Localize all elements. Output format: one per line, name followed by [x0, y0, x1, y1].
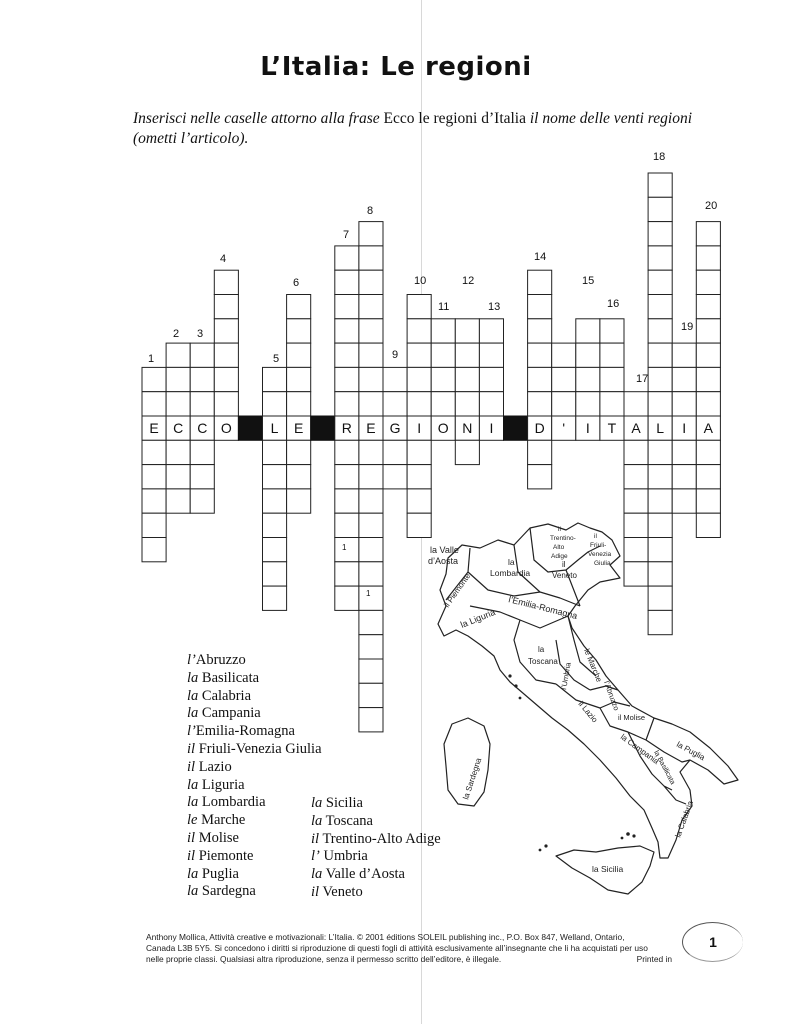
crossword-cell: [624, 440, 648, 464]
phrase-letter[interactable]: A: [631, 420, 641, 436]
crossword-cell: [166, 440, 190, 464]
crossword-cell: [359, 708, 383, 732]
map-label-lombardia: la Lombardia: [490, 557, 531, 578]
crossword-cell: [407, 343, 431, 367]
crossword-cell: [383, 392, 407, 416]
crossword-cell: [431, 319, 455, 343]
phrase-letter[interactable]: A: [703, 420, 714, 436]
crossword-cell: [696, 513, 720, 537]
crossword-cell: [166, 343, 190, 367]
crossword-cell: [214, 367, 238, 391]
list-item: il Piemonte: [187, 847, 254, 864]
crossword-cell: [696, 270, 720, 294]
map-label-calabria: la Calabria: [673, 799, 695, 839]
crossword-cell: [696, 295, 720, 319]
crossword-cell: [407, 465, 431, 489]
map-label-friuli: il Friuli- Venezia Giulia: [588, 533, 612, 567]
map-label-veneto: il Veneto: [552, 560, 577, 580]
crossword-cell: [528, 465, 552, 489]
crossword-cell: [214, 295, 238, 319]
crossword-cell: [431, 343, 455, 367]
crossword-cell: [624, 392, 648, 416]
list-item: la Valle d’Aosta: [311, 866, 405, 883]
list-item: la Lombardia: [187, 794, 266, 811]
crossword-cell: [672, 489, 696, 513]
crossword-cell: [648, 610, 672, 634]
crossword-cell: [359, 270, 383, 294]
crossword-cell: [576, 392, 600, 416]
crossword-cell: [359, 659, 383, 683]
map-label-marche: le Marche: [582, 647, 604, 684]
crossword-cell: [263, 513, 287, 537]
map-label-piemonte: il Piemonte: [442, 571, 473, 610]
phrase-letter[interactable]: I: [682, 420, 687, 436]
list-item: il Trentino-Alto Adige: [311, 830, 441, 847]
crossword-cell: [335, 367, 359, 391]
crossword-cell: [528, 319, 552, 343]
phrase-letter[interactable]: L: [270, 420, 279, 436]
crossword-cell: [407, 295, 431, 319]
crossword-cell: [166, 489, 190, 513]
cell-mark[interactable]: 1: [366, 589, 371, 598]
crossword-cell: [359, 538, 383, 562]
crossword-cell: [287, 440, 311, 464]
crossword-cell: [166, 367, 190, 391]
crossword-cell: [263, 367, 287, 391]
clue-number-1[interactable]: 1: [148, 353, 155, 365]
crossword-cell: [672, 367, 696, 391]
crossword-cell: [576, 319, 600, 343]
crossword-cell: [142, 392, 166, 416]
footer-line-3: nelle proprie classi. Qualsiasi altra riproduzione, senza il permesso scritto dell’editore, è illegale.: [146, 954, 502, 964]
clue-number-8[interactable]: 8: [367, 205, 374, 217]
cell-mark[interactable]: 1: [342, 543, 347, 552]
map-label-trentino: il Trentino- Alto Adige: [550, 526, 576, 560]
crossword-cell: [359, 562, 383, 586]
crossword-cell: [648, 465, 672, 489]
crossword-cell: [142, 538, 166, 562]
crossword-cell: [479, 343, 503, 367]
crossword-cell: [190, 440, 214, 464]
crossword-cell: [383, 367, 407, 391]
crossword-cell: [335, 440, 359, 464]
phrase-letter[interactable]: N: [462, 420, 473, 436]
black-square: [311, 416, 335, 440]
crossword-cell: [479, 392, 503, 416]
crossword-cell: [648, 246, 672, 270]
crossword-cell: [672, 440, 696, 464]
crossword-cell: [648, 367, 672, 391]
crossword-cell: [335, 270, 359, 294]
map-label-puglia: la Puglia: [675, 739, 707, 763]
crossword-cell: [696, 367, 720, 391]
footer-copyright: [146, 932, 676, 965]
crossword-cell: [455, 343, 479, 367]
instructions-part1: Inserisci nelle caselle attorno alla frase: [133, 110, 380, 127]
crossword-cell: [359, 610, 383, 634]
crossword-cell: [455, 367, 479, 391]
list-item: la Liguria: [187, 776, 245, 793]
map-label-molise: il Molise: [618, 713, 646, 722]
crossword-cell: [648, 440, 672, 464]
word-list-col2: [311, 795, 441, 902]
crossword-cell: [407, 392, 431, 416]
phrase-letter[interactable]: C: [197, 420, 208, 436]
crossword-cell: [359, 586, 383, 610]
crossword-cell: [287, 465, 311, 489]
crossword-cell: [648, 343, 672, 367]
crossword-cell: [455, 319, 479, 343]
crossword-cell: [528, 367, 552, 391]
clue-number-14[interactable]: 14: [534, 251, 547, 263]
crossword-cell: [335, 465, 359, 489]
crossword-cell: [263, 562, 287, 586]
crossword-cell: [455, 440, 479, 464]
crossword-cell: [383, 465, 407, 489]
map-label-umbria: l’Umbria: [559, 661, 573, 691]
clue-number-15[interactable]: 15: [582, 275, 595, 287]
phrase-letter[interactable]: I: [489, 420, 494, 436]
crossword-cell: [287, 367, 311, 391]
crossword-cell: [696, 343, 720, 367]
crossword-cell: [552, 367, 576, 391]
crossword-cell: [214, 270, 238, 294]
black-square: [238, 416, 262, 440]
list-item: la Puglia: [187, 865, 239, 882]
crossword-cell: [648, 270, 672, 294]
crossword-cell: [190, 392, 214, 416]
crossword-cell: [335, 319, 359, 343]
page-title: L’Italia: Le regioni: [260, 52, 532, 82]
crossword-cell: [528, 270, 552, 294]
phrase-letter[interactable]: T: [607, 420, 617, 436]
phrase-letter[interactable]: ': [562, 420, 566, 436]
list-item: la Toscana: [311, 812, 373, 829]
footer-printed-in: Printed in: [636, 954, 672, 964]
crossword-cell: [648, 197, 672, 221]
crossword-cell: [263, 489, 287, 513]
phrase-letter[interactable]: E: [366, 420, 376, 436]
phrase-letter[interactable]: O: [220, 420, 232, 436]
phrase-letter[interactable]: D: [534, 420, 545, 436]
crossword-cell: [359, 489, 383, 513]
crossword-cell: [528, 343, 552, 367]
instructions-phrase: Ecco le regioni d’Italia: [383, 110, 526, 127]
map-label-liguria: la Liguria: [459, 606, 497, 630]
crossword-cell: [431, 392, 455, 416]
crossword-cell: [359, 440, 383, 464]
crossword-cell: [359, 222, 383, 246]
list-item: l’ Umbria: [311, 848, 368, 865]
map-label-lazio: il Lazio: [576, 699, 600, 725]
crossword-cell: [335, 489, 359, 513]
crossword-cell: [335, 562, 359, 586]
clue-number-3[interactable]: 3: [197, 328, 204, 340]
page-number: 1: [682, 922, 743, 962]
phrase-letter[interactable]: R: [341, 420, 352, 436]
crossword-cell: [335, 295, 359, 319]
instructions-part2: il nome delle venti regioni (ometti l’articolo).: [133, 110, 693, 147]
list-item: il Friuli-Venezia Giulia: [187, 740, 322, 757]
crossword-cell: [190, 367, 214, 391]
phrase-letter[interactable]: O: [437, 420, 449, 436]
crossword-cell: [263, 392, 287, 416]
crossword-cell: [166, 465, 190, 489]
footer-line-1: Anthony Mollica, Attività creative e motivazionali: L’Italia. © 2001 éditions SOLEIL publishing inc., P.O. Box 847, Welland, Ontario,: [146, 932, 625, 942]
crossword-cell: [696, 465, 720, 489]
clue-number-19[interactable]: 19: [681, 321, 694, 333]
map-label-sicilia: la Sicilia: [592, 864, 624, 874]
list-item: la Calabria: [187, 687, 252, 704]
list-item: il Molise: [187, 829, 239, 846]
crossword-cell: [359, 319, 383, 343]
list-item: il Lazio: [187, 758, 232, 775]
phrase-letter[interactable]: I: [417, 420, 422, 436]
crossword-cell: [287, 343, 311, 367]
crossword-cell: [648, 319, 672, 343]
crossword-cell: [383, 440, 407, 464]
crossword-cell: [696, 392, 720, 416]
crossword-cell: [142, 367, 166, 391]
crossword-cell: [624, 489, 648, 513]
crossword-cell: [672, 392, 696, 416]
clue-number-12[interactable]: 12: [462, 275, 475, 287]
clue-number-6[interactable]: 6: [293, 277, 300, 289]
crossword-cell: [142, 465, 166, 489]
crossword-cell: [696, 222, 720, 246]
crossword-cell: [335, 246, 359, 270]
crossword-cell: [600, 319, 624, 343]
phrase-letter[interactable]: G: [389, 420, 401, 436]
crossword-cell: [407, 440, 431, 464]
crossword-cell: [672, 465, 696, 489]
crossword-cell: [359, 367, 383, 391]
crossword-cell: [263, 586, 287, 610]
crossword-cell: [407, 367, 431, 391]
clue-number-20[interactable]: 20: [705, 200, 718, 212]
crossword-cell: [287, 489, 311, 513]
crossword-cell: [287, 392, 311, 416]
map-label-sardegna: la Sardegna: [461, 756, 484, 801]
crossword-cell: [359, 392, 383, 416]
crossword-cell: [335, 586, 359, 610]
crossword-cell: [648, 173, 672, 197]
clue-number-10[interactable]: 10: [414, 275, 427, 287]
phrase-letter[interactable]: E: [149, 420, 159, 436]
list-item: l’Abruzzo: [187, 652, 246, 668]
crossword-cell: [648, 513, 672, 537]
clue-number-2[interactable]: 2: [173, 328, 180, 340]
crossword-cell: [552, 343, 576, 367]
phrase-letter[interactable]: E: [293, 420, 304, 436]
list-item: le Marche: [187, 812, 246, 829]
crossword-cell: [648, 295, 672, 319]
crossword-cell: [359, 513, 383, 537]
clue-number-7[interactable]: 7: [343, 229, 350, 241]
phrase-letter[interactable]: L: [656, 420, 665, 436]
crossword-cell: [142, 440, 166, 464]
crossword-cell: [455, 392, 479, 416]
list-item: la Basilicata: [187, 669, 260, 686]
crossword-cell: [600, 343, 624, 367]
crossword-cell: [576, 367, 600, 391]
crossword-cell: [648, 562, 672, 586]
map-label-basilicata: la Basilicata: [652, 749, 676, 786]
crossword-cell: [142, 489, 166, 513]
crossword-cell: [142, 513, 166, 537]
crossword-cell: [624, 562, 648, 586]
crossword-cell: [214, 392, 238, 416]
clue-number-16[interactable]: 16: [607, 298, 620, 310]
crossword-cell: [696, 319, 720, 343]
crossword-cell: [528, 295, 552, 319]
crossword-cell: [600, 367, 624, 391]
crossword-cell: [263, 538, 287, 562]
crossword-cell: [214, 319, 238, 343]
map-label-abruzzo: l’Abruzzo: [602, 679, 622, 712]
map-label-campania: la Campania: [618, 732, 661, 767]
list-item: la Campania: [187, 705, 261, 722]
clue-number-9[interactable]: 9: [392, 349, 399, 361]
crossword-cell: [335, 513, 359, 537]
clue-number-18[interactable]: 18: [653, 151, 666, 163]
map-label-valle-aosta: la Valle d’Aosta: [428, 545, 459, 566]
list-item: l’Emilia-Romagna: [187, 723, 295, 740]
crossword-cell: [696, 440, 720, 464]
crossword-cell: [696, 246, 720, 270]
crossword-cell: [600, 392, 624, 416]
phrase-letter[interactable]: C: [173, 420, 184, 436]
crossword-cell: [648, 222, 672, 246]
list-item: la Sicilia: [311, 795, 363, 811]
crossword-cell: [190, 465, 214, 489]
black-square: [504, 416, 528, 440]
crossword-cell: [407, 513, 431, 537]
crossword-cell: [263, 465, 287, 489]
crossword-cell: [190, 343, 214, 367]
crossword-cell: [648, 538, 672, 562]
crossword-cell: [479, 319, 503, 343]
crossword-cell: [696, 489, 720, 513]
crossword-cell: [359, 635, 383, 659]
crossword-cell: [648, 392, 672, 416]
clue-number-4[interactable]: 4: [220, 253, 227, 265]
crossword-cell: [624, 538, 648, 562]
crossword-cell: [528, 440, 552, 464]
crossword-cell: [335, 538, 359, 562]
crossword-cell: [166, 392, 190, 416]
crossword-cell: [190, 489, 214, 513]
word-list-col1: [187, 652, 322, 901]
crossword-cell: [263, 440, 287, 464]
footer-line-2: Canada L3B 5Y5. Si concedono i diritti si riproduzione di questi fogli di attività esclusivamente all’insegnante che li ha acquistati per uso: [146, 943, 648, 953]
list-item: la Sardegna: [187, 883, 256, 900]
crossword-cell: [624, 465, 648, 489]
crossword-cell: [479, 367, 503, 391]
clue-number-5[interactable]: 5: [273, 353, 280, 365]
clue-number-17[interactable]: 17: [636, 373, 649, 385]
crossword-cell: [672, 343, 696, 367]
crossword-cell: [624, 513, 648, 537]
crossword-cell: [359, 683, 383, 707]
crossword-cell: [287, 319, 311, 343]
clue-number-11[interactable]: 11: [438, 301, 450, 313]
crossword-cell: [359, 246, 383, 270]
crossword-cell: [359, 465, 383, 489]
list-item: il Veneto: [311, 883, 363, 900]
crossword-cell: [287, 295, 311, 319]
crossword-cell: [648, 586, 672, 610]
crossword-cell: [359, 343, 383, 367]
crossword-cell: [214, 343, 238, 367]
crossword-cell: [576, 343, 600, 367]
crossword-cell: [648, 489, 672, 513]
phrase-letter[interactable]: I: [585, 420, 590, 436]
crossword-cell: [431, 367, 455, 391]
map-label-emilia: l’Emilia-Romagna: [507, 594, 579, 622]
crossword-cell: [552, 392, 576, 416]
clue-number-13[interactable]: 13: [488, 301, 501, 313]
map-label-toscana: la Toscana: [528, 645, 558, 666]
crossword-cell: [335, 392, 359, 416]
crossword-cell: [335, 343, 359, 367]
crossword-cell: [359, 295, 383, 319]
crossword-cell: [528, 392, 552, 416]
crossword-cell: [407, 489, 431, 513]
crossword-cell: [407, 319, 431, 343]
